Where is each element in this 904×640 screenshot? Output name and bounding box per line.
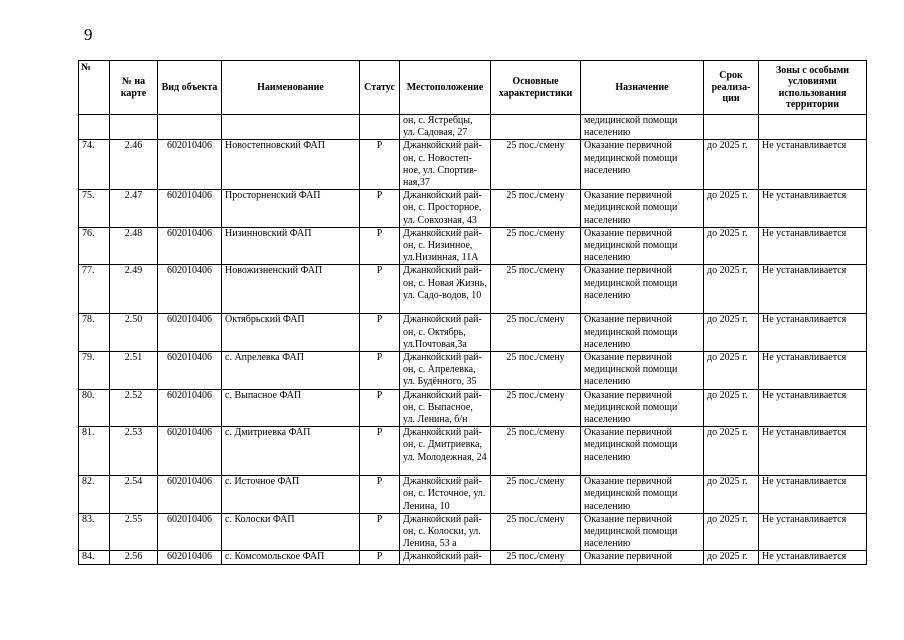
cell-status: Р <box>360 427 400 476</box>
cell-map: 2.55 <box>110 513 158 551</box>
cell-location: Джанкойский рай-он, с. Дмитриевка, ул. Молодежная, 24 <box>400 427 491 476</box>
table-row <box>79 265 867 314</box>
table-row <box>79 227 867 265</box>
cell-char: 25 пос./смену <box>491 551 581 564</box>
cell-status: Р <box>360 140 400 190</box>
cell-no: 80. <box>79 389 110 427</box>
cell-location: Джанкойский рай-он, с. Октябрь, ул.Почтовая,3а <box>400 314 491 352</box>
table-row <box>79 314 867 352</box>
cell-term: до 2025 г. <box>704 140 759 190</box>
cell-code <box>158 115 222 140</box>
cell-zone: Не устанавливается <box>759 476 867 514</box>
cell-term: до 2025 г. <box>704 427 759 476</box>
cell-name: с. Источное ФАП <box>222 476 360 514</box>
cell-name: с. Колоски ФАП <box>222 513 360 551</box>
cell-status: Р <box>360 314 400 352</box>
header-purpose: Назначение <box>581 61 704 115</box>
header-object-type: Вид объекта <box>158 61 222 115</box>
table-row <box>79 513 867 551</box>
cell-map: 2.52 <box>110 389 158 427</box>
cell-location: Джанкойский рай-он, с. Апрелевка, ул. Будённого, 35 <box>400 352 491 390</box>
cell-status: Р <box>360 190 400 228</box>
cell-char: 25 пос./смену <box>491 190 581 228</box>
cell-purpose: Оказание первичной медицинской помощи населению <box>581 227 704 265</box>
cell-status: Р <box>360 352 400 390</box>
cell-term: до 2025 г. <box>704 352 759 390</box>
cell-zone: Не устанавливается <box>759 352 867 390</box>
header-zones: Зоны с особыми условиями использования территории <box>759 61 867 115</box>
cell-map: 2.46 <box>110 140 158 190</box>
cell-code: 602010406 <box>158 190 222 228</box>
cell-purpose: Оказание первичной медицинской помощи населению <box>581 140 704 190</box>
header-term: Срок реализа-ции <box>704 61 759 115</box>
table-row <box>79 551 867 564</box>
cell-purpose: Оказание первичной <box>581 551 704 564</box>
cell-term: до 2025 г. <box>704 314 759 352</box>
cell-map: 2.50 <box>110 314 158 352</box>
table-row <box>79 476 867 514</box>
cell-location: Джанкойский рай- <box>400 551 491 564</box>
cell-location: Джанкойский рай-он, с. Новостеп-ное, ул. Спортив-ная,37 <box>400 140 491 190</box>
cell-term: до 2025 г. <box>704 476 759 514</box>
cell-no: 75. <box>79 190 110 228</box>
cell-char: 25 пос./смену <box>491 427 581 476</box>
cell-no: 81. <box>79 427 110 476</box>
cell-location: Джанкойский рай-он, с. Низинное, ул.Низинная, 11А <box>400 227 491 265</box>
cell-status: Р <box>360 476 400 514</box>
header-name: Наименование <box>222 61 360 115</box>
cell-location: Джанкойский рай-он, с. Колоски, ул. Ленина, 53 а <box>400 513 491 551</box>
cell-no: 83. <box>79 513 110 551</box>
cell-location: Джанкойский рай-он, с. Выпасное, ул. Ленина, б/н <box>400 389 491 427</box>
header-row <box>79 61 867 115</box>
cell-name: Октябрьский ФАП <box>222 314 360 352</box>
cell-code: 602010406 <box>158 314 222 352</box>
cell-zone: Не устанавливается <box>759 140 867 190</box>
cell-purpose: Оказание первичной медицинской помощи населению <box>581 389 704 427</box>
cell-purpose: Оказание первичной медицинской помощи населению <box>581 314 704 352</box>
cell-location: Джанкойский рай-он, с. Просторное, ул. Совхозная, 43 <box>400 190 491 228</box>
cell-name: Новожизненский ФАП <box>222 265 360 314</box>
cell-location: он, с. Ястребцы, ул. Садовая, 27 <box>400 115 491 140</box>
cell-no: 78. <box>79 314 110 352</box>
cell-char: 25 пос./смену <box>491 513 581 551</box>
cell-no: 84. <box>79 551 110 564</box>
cell-map: 2.47 <box>110 190 158 228</box>
cell-code: 602010406 <box>158 513 222 551</box>
cell-zone: Не устанавливается <box>759 190 867 228</box>
cell-no: 74. <box>79 140 110 190</box>
cell-purpose: Оказание первичной медицинской помощи населению <box>581 513 704 551</box>
cell-status <box>360 115 400 140</box>
cell-location: Джанкойский рай-он, с. Новая Жизнь, ул. Садо-водов, 10 <box>400 265 491 314</box>
cell-code: 602010406 <box>158 265 222 314</box>
cell-name: Низинновский ФАП <box>222 227 360 265</box>
cell-zone: Не устанавливается <box>759 427 867 476</box>
cell-char: 25 пос./смену <box>491 227 581 265</box>
cell-status: Р <box>360 389 400 427</box>
cell-status: Р <box>360 265 400 314</box>
header-status: Статус <box>360 61 400 115</box>
cell-term: до 2025 г. <box>704 190 759 228</box>
cell-no: 76. <box>79 227 110 265</box>
cell-name: Новостепновский ФАП <box>222 140 360 190</box>
cell-term: до 2025 г. <box>704 389 759 427</box>
cell-status: Р <box>360 513 400 551</box>
cell-purpose: Оказание первичной медицинской помощи населению <box>581 427 704 476</box>
cell-purpose: Оказание первичной медицинской помощи населению <box>581 190 704 228</box>
cell-char: 25 пос./смену <box>491 265 581 314</box>
cell-name: с. Выпасное ФАП <box>222 389 360 427</box>
cell-code: 602010406 <box>158 140 222 190</box>
cell-zone: Не устанавливается <box>759 513 867 551</box>
cell-no: 82. <box>79 476 110 514</box>
table-row <box>79 190 867 228</box>
table-row-continuation <box>79 115 867 140</box>
cell-map <box>110 115 158 140</box>
cell-char: 25 пос./смену <box>491 476 581 514</box>
header-location: Местоположение <box>400 61 491 115</box>
cell-location: Джанкойский рай-он, с. Источное, ул. Ленина, 10 <box>400 476 491 514</box>
cell-name: с. Апрелевка ФАП <box>222 352 360 390</box>
table-row <box>79 389 867 427</box>
cell-code: 602010406 <box>158 227 222 265</box>
table-row <box>79 427 867 476</box>
header-map-no: № на карте <box>110 61 158 115</box>
cell-name: с. Комсомольское ФАП <box>222 551 360 564</box>
cell-char: 25 пос./смену <box>491 140 581 190</box>
cell-zone: Не устанавливается <box>759 389 867 427</box>
cell-name <box>222 115 360 140</box>
cell-char: 25 пос./смену <box>491 352 581 390</box>
cell-name: с. Дмитриевка ФАП <box>222 427 360 476</box>
cell-map: 2.49 <box>110 265 158 314</box>
cell-no <box>79 115 110 140</box>
cell-code: 602010406 <box>158 476 222 514</box>
cell-purpose: Оказание первичной медицинской помощи населению <box>581 265 704 314</box>
cell-term: до 2025 г. <box>704 227 759 265</box>
cell-code: 602010406 <box>158 427 222 476</box>
cell-no: 79. <box>79 352 110 390</box>
cell-zone: Не устанавливается <box>759 314 867 352</box>
cell-status: Р <box>360 551 400 564</box>
cell-char: 25 пос./смену <box>491 314 581 352</box>
cell-map: 2.51 <box>110 352 158 390</box>
cell-zone: Не устанавливается <box>759 551 867 564</box>
cell-zone <box>759 115 867 140</box>
table-row <box>79 352 867 390</box>
cell-code: 602010406 <box>158 352 222 390</box>
cell-purpose: Оказание первичной медицинской помощи населению <box>581 352 704 390</box>
cell-zone: Не устанавливается <box>759 227 867 265</box>
cell-char: 25 пос./смену <box>491 389 581 427</box>
cell-purpose: медицинской помощи населению <box>581 115 704 140</box>
cell-term: до 2025 г. <box>704 513 759 551</box>
cell-name: Просторненский ФАП <box>222 190 360 228</box>
cell-purpose: Оказание первичной медицинской помощи населению <box>581 476 704 514</box>
cell-map: 2.56 <box>110 551 158 564</box>
cell-char <box>491 115 581 140</box>
header-characteristics: Основные характеристики <box>491 61 581 115</box>
header-no: № <box>79 61 110 115</box>
cell-term: до 2025 г. <box>704 265 759 314</box>
cell-map: 2.54 <box>110 476 158 514</box>
page-number: 9 <box>84 25 93 44</box>
table-row <box>79 140 867 190</box>
cell-status: Р <box>360 227 400 265</box>
register-table <box>78 60 867 565</box>
cell-map: 2.53 <box>110 427 158 476</box>
cell-zone: Не устанавливается <box>759 265 867 314</box>
cell-term <box>704 115 759 140</box>
cell-no: 77. <box>79 265 110 314</box>
cell-code: 602010406 <box>158 551 222 564</box>
cell-map: 2.48 <box>110 227 158 265</box>
cell-code: 602010406 <box>158 389 222 427</box>
cell-term: до 2025 г. <box>704 551 759 564</box>
